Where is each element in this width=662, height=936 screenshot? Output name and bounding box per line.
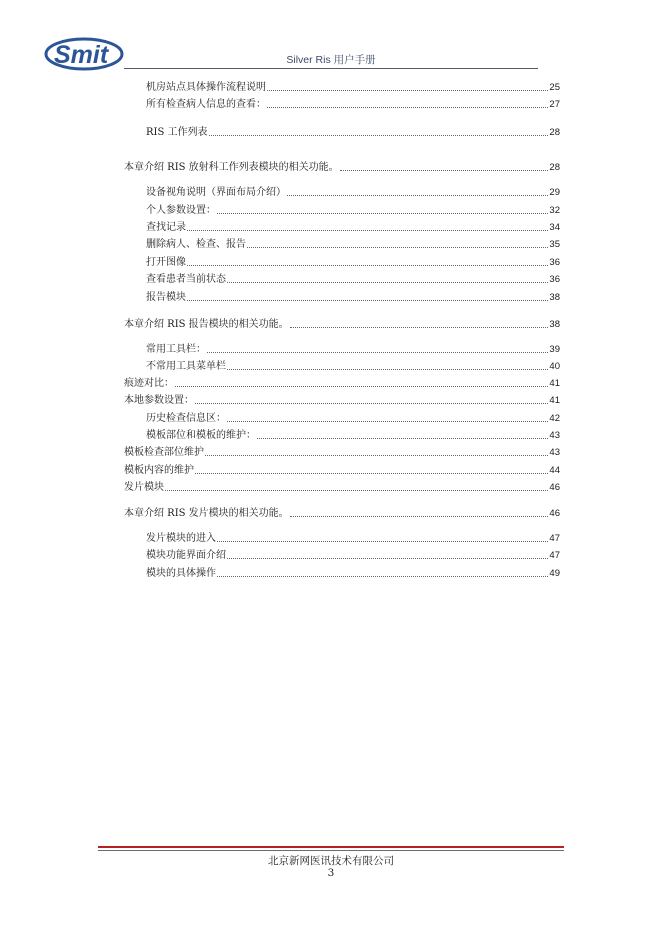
toc-dot-leader bbox=[187, 265, 548, 266]
toc-dot-leader bbox=[340, 170, 549, 171]
toc-entry-page: 47 bbox=[549, 533, 560, 544]
toc-entry[interactable] bbox=[124, 376, 560, 390]
toc-dot-leader bbox=[257, 438, 548, 439]
toc-entry[interactable] bbox=[124, 359, 560, 373]
toc-dot-leader bbox=[287, 195, 548, 196]
toc-entry-page: 32 bbox=[549, 205, 560, 216]
toc-entry-title: 所有检查病人信息的查看： bbox=[146, 99, 266, 110]
toc-entry-page: 46 bbox=[549, 508, 560, 519]
toc-entry[interactable] bbox=[124, 125, 560, 139]
page-number: 3 bbox=[327, 867, 335, 879]
toc-entry-title: 模板检查部位维护 bbox=[124, 447, 204, 458]
toc-entry[interactable] bbox=[124, 185, 560, 199]
toc-entry-title: 模板部位和模板的维护： bbox=[146, 430, 256, 441]
logo-text: Smit bbox=[54, 41, 109, 69]
toc-entry[interactable] bbox=[124, 445, 560, 459]
toc-entry-page: 46 bbox=[549, 482, 560, 493]
toc-entry-page: 38 bbox=[549, 292, 560, 303]
toc-entry[interactable] bbox=[124, 480, 560, 494]
header-title: Silver Ris 用户手册 bbox=[286, 54, 376, 66]
toc-entry[interactable] bbox=[124, 255, 560, 269]
toc-dot-leader bbox=[207, 352, 548, 353]
toc-entry[interactable] bbox=[124, 566, 560, 580]
header-divider bbox=[124, 68, 538, 69]
toc-dot-leader bbox=[227, 421, 548, 422]
toc-entry[interactable] bbox=[124, 531, 560, 545]
toc-entry-page: 38 bbox=[549, 319, 560, 330]
toc-dot-leader bbox=[267, 90, 548, 91]
toc-entry-title: 查看患者当前状态 bbox=[146, 274, 226, 285]
toc-entry[interactable] bbox=[124, 342, 560, 356]
toc-dot-leader bbox=[217, 213, 548, 214]
toc-entry-page: 36 bbox=[549, 274, 560, 285]
toc-entry-title: 模块功能界面介绍 bbox=[146, 550, 226, 561]
toc-entry-title: 模板内容的维护 bbox=[124, 465, 194, 476]
toc-entry-page: 25 bbox=[549, 82, 560, 93]
toc-entry-page: 28 bbox=[549, 127, 560, 138]
toc-entry-title: 查找记录 bbox=[146, 222, 186, 233]
toc-entry-title: 报告模块 bbox=[146, 292, 186, 303]
toc-entry[interactable] bbox=[124, 80, 560, 94]
toc-entry-title: 本章介绍 RIS 发片模块的相关功能。 bbox=[124, 508, 289, 519]
toc-entry-page: 36 bbox=[549, 257, 560, 268]
toc-entry[interactable] bbox=[124, 97, 560, 111]
toc-entry-title: 痕迹对比： bbox=[124, 378, 174, 389]
toc-entry[interactable] bbox=[124, 160, 560, 174]
toc-dot-leader bbox=[227, 369, 548, 370]
toc-entry-title: 打开图像 bbox=[146, 257, 186, 268]
toc-entry-page: 35 bbox=[549, 239, 560, 250]
toc-dot-leader bbox=[247, 247, 548, 248]
toc-entry-title: RIS 工作列表 bbox=[146, 127, 208, 138]
toc-entry-page: 44 bbox=[549, 465, 560, 476]
toc-entry[interactable] bbox=[124, 272, 560, 286]
toc-entry[interactable] bbox=[124, 220, 560, 234]
toc-entry[interactable] bbox=[124, 548, 560, 562]
toc-entry-page: 28 bbox=[549, 162, 560, 173]
toc-entry-page: 29 bbox=[549, 187, 560, 198]
toc-entry-title: 常用工具栏： bbox=[146, 344, 206, 355]
toc-entry[interactable] bbox=[124, 428, 560, 442]
toc-dot-leader bbox=[227, 558, 548, 559]
toc-entry[interactable] bbox=[124, 290, 560, 304]
toc-entry-page: 47 bbox=[549, 550, 560, 561]
footer-company-name: 北京新网医讯技术有限公司 bbox=[268, 855, 394, 867]
toc-dot-leader bbox=[187, 300, 548, 301]
toc-entry-page: 49 bbox=[549, 568, 560, 579]
toc-dot-leader bbox=[290, 516, 549, 517]
toc-dot-leader bbox=[195, 403, 548, 404]
toc-entry-page: 40 bbox=[549, 361, 560, 372]
toc-dot-leader bbox=[187, 230, 548, 231]
toc-entry-title: 机房站点具体操作流程说明 bbox=[146, 82, 266, 93]
toc-entry-title: 个人参数设置： bbox=[146, 205, 216, 216]
toc-dot-leader bbox=[267, 107, 548, 108]
toc-entry-title: 本章介绍 RIS 放射科工作列表模块的相关功能。 bbox=[124, 162, 339, 173]
toc-entry-page: 41 bbox=[549, 395, 560, 406]
toc-entry[interactable] bbox=[124, 506, 560, 520]
toc-entry[interactable] bbox=[124, 463, 560, 477]
toc-entry-page: 43 bbox=[549, 447, 560, 458]
toc-dot-leader bbox=[175, 386, 548, 387]
toc-entry-title: 发片模块的进入 bbox=[146, 533, 216, 544]
toc-dot-leader bbox=[195, 473, 548, 474]
toc-entry-page: 39 bbox=[549, 344, 560, 355]
toc-entry-title: 删除病人、检查、报告 bbox=[146, 239, 246, 250]
toc-dot-leader bbox=[227, 282, 548, 283]
toc-dot-leader bbox=[209, 135, 549, 136]
toc-dot-leader bbox=[217, 541, 548, 542]
toc-entry-title: 本地参数设置： bbox=[124, 395, 194, 406]
toc-entry-title: 本章介绍 RIS 报告模块的相关功能。 bbox=[124, 319, 289, 330]
toc-entry[interactable] bbox=[124, 203, 560, 217]
toc-entry-page: 27 bbox=[549, 99, 560, 110]
toc-entry-title: 模块的具体操作 bbox=[146, 568, 216, 579]
toc-entry-page: 41 bbox=[549, 378, 560, 389]
toc-entry[interactable] bbox=[124, 237, 560, 251]
toc-dot-leader bbox=[290, 327, 549, 328]
toc-entry-title: 历史检查信息区： bbox=[146, 413, 226, 424]
toc-dot-leader bbox=[217, 576, 548, 577]
footer-divider-gray bbox=[98, 850, 564, 851]
toc-entry[interactable] bbox=[124, 317, 560, 331]
toc-entry-page: 42 bbox=[549, 413, 560, 424]
toc-dot-leader bbox=[205, 455, 548, 456]
toc-dot-leader bbox=[165, 490, 548, 491]
toc-entry[interactable] bbox=[124, 393, 560, 407]
toc-entry-title: 设备视角说明（界面布局介绍） bbox=[146, 187, 286, 198]
toc-entry-page: 43 bbox=[549, 430, 560, 441]
toc-entry-title: 不常用工具菜单栏 bbox=[146, 361, 226, 372]
footer-divider-red bbox=[98, 846, 564, 848]
toc-entry[interactable] bbox=[124, 411, 560, 425]
toc-entry-title: 发片模块 bbox=[124, 482, 164, 493]
toc-entry-page: 34 bbox=[549, 222, 560, 233]
